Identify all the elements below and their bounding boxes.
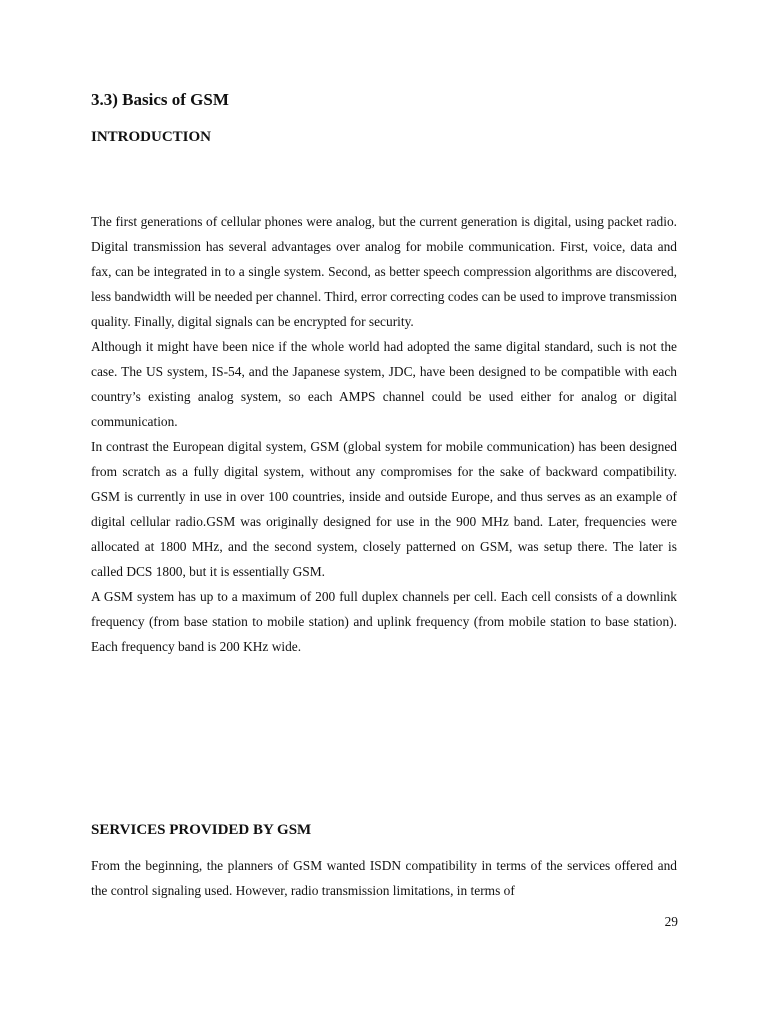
- services-paragraph-1: From the beginning, the planners of GSM wanted ISDN compatibility in terms of the services offered and the control signaling used. However, radio transmission limitations, in terms of: [91, 858, 677, 898]
- intro-paragraph-2: Although it might have been nice if the whole world had adopted the same digital standard, such is not the case. The US system, IS-54, and the Japanese system, JDC, have been designed to be compatible with each country’s existing analog system, so each AMPS channel could be used either for analog or digital communication.: [91, 339, 677, 429]
- services-body: [91, 853, 677, 903]
- introduction-heading: INTRODUCTION: [91, 129, 212, 145]
- section-title: 3.3) Basics of GSM: [91, 90, 229, 109]
- page-number: 29: [664, 914, 678, 929]
- intro-paragraph-1: The first generations of cellular phones were analog, but the current generation is digital, using packet radio. Digital transmission has several advantages over analog for mobile communication. First, voice, data and fax, can be integrated in to a single system. Second, as better speech compression algorithms are discovered, less bandwidth will be needed per channel. Third, error correcting codes can be used to improve transmission quality. Finally, digital signals can be encrypted for security.: [91, 214, 677, 329]
- intro-paragraph-4: A GSM system has up to a maximum of 200 full duplex channels per cell. Each cell consists of a downlink frequency (from base station to mobile station) and uplink frequency (from mobile station to base station). Each frequency band is 200 KHz wide.: [91, 589, 677, 654]
- intro-paragraph-3: In contrast the European digital system, GSM (global system for mobile communication) has been designed from scratch as a fully digital system, without any compromises for the sake of backward compatibility. GSM is currently in use in over 100 countries, inside and outside Europe, and thus serves as an example of digital cellular radio.GSM was originally designed for use in the 900 MHz band. Later, frequencies were allocated at 1800 MHz, and the second system, closely patterned on GSM, was setup there. The later is called DCS 1800, but it is essentially GSM.: [91, 439, 677, 579]
- introduction-body: [91, 209, 677, 659]
- services-heading: SERVICES PROVIDED BY GSM: [91, 822, 312, 838]
